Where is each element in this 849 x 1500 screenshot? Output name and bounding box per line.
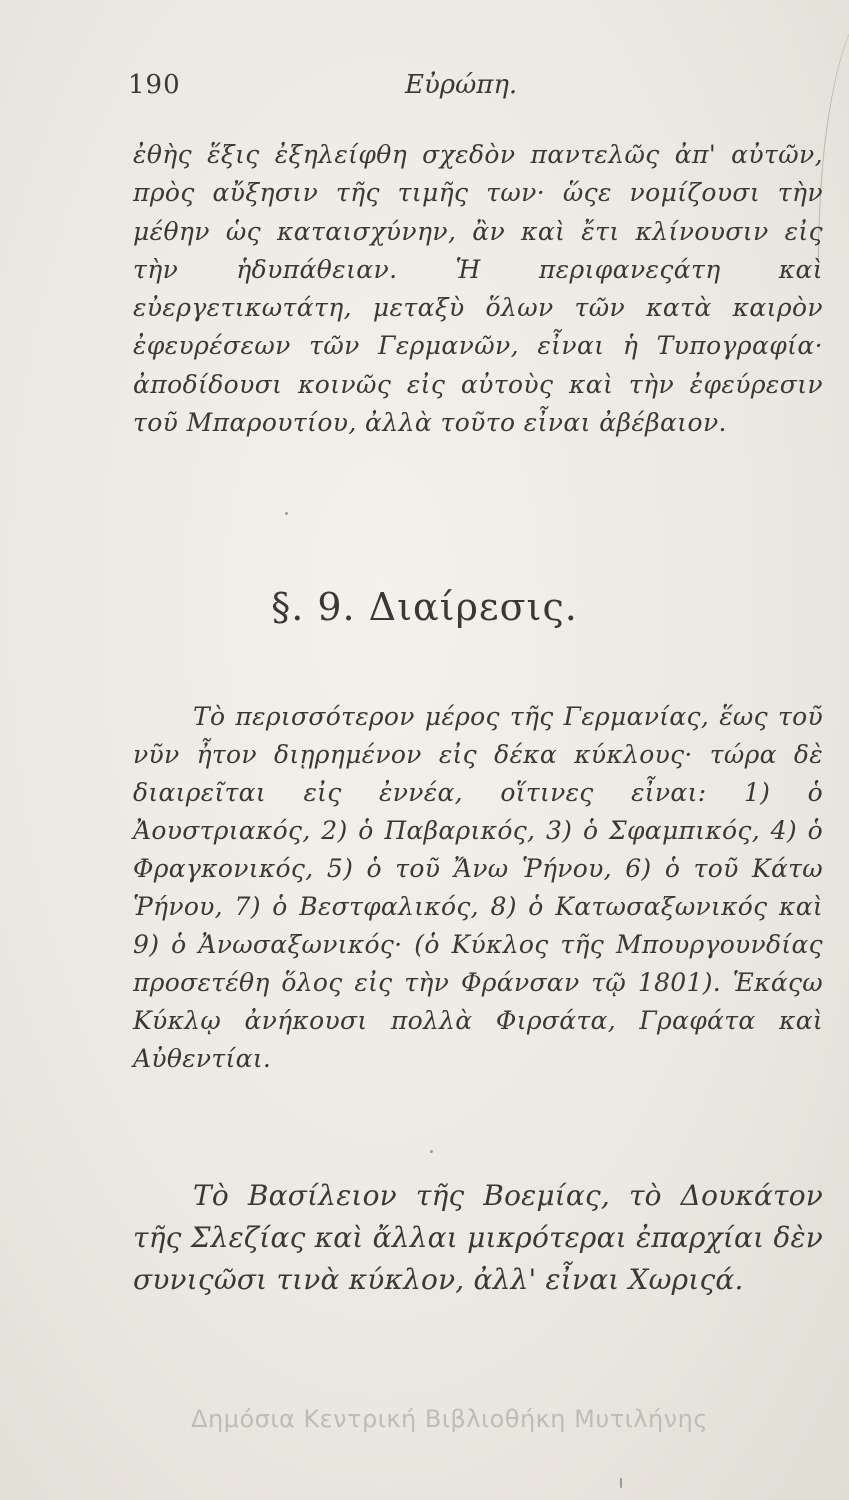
paragraph-division	[133, 698, 823, 1078]
paragraph-continued: ἐθὴς ἕξις ἐξηλείφθη σχεδὸν παντελῶς ἀπ' αὐτῶν, πρὸς αὔξησιν τῆς τιμῆς των· ὥςε νομίζουσι τὴν μέθην ὡς καταισχύνην, ἂν καὶ ἔτι κλίνουσιν εἰς τὴν ἡδυπάθειαν. Ἡ περιφανεςάτη καὶ εὐεργετικωτάτη, μεταξὺ ὅλων τῶν κατὰ καιρὸν ἐφευρέσεων τῶν Γερμανῶν, εἶναι ἡ Τυπογραφία· ἀποδίδουσι κοινῶς εἰς αὐτοὺς καὶ τὴν ἐφεύρεσιν τοῦ Μπαρουτίου, ἀλλὰ τοῦτο εἶναι ἀβέβαιον.	[133, 140, 823, 438]
paragraph-division-text: Τὸ περισσότερον μέρος τῆς Γερμανίας, ἕως τοῦ νῦν ἦτον διῃρημένον εἰς δέκα κύκλους· τώρα δὲ διαιρεῖται εἰς ἐννέα, οἵτινες εἶναι: 1) ὁ Ἀουστριακός, 2) ὁ Παβαρικός, 3) ὁ Σφαμπικός, 4) ὁ Φραγκονικός, 5) ὁ τοῦ Ἄνω Ῥήνου, 6) ὁ τοῦ Κάτω Ῥήνου, 7) ὁ Βεστφαλικός, 8) ὁ Κατωσαξωνικός καὶ 9) ὁ Ἀνωσαξωνικός· (ὁ Κύκλος τῆς Μπουργουνδίας προσετέθη ὅλος εἰς τὴν Φράνσαν τῷ 1801). Ἑκάςω Κύκλῳ ἀνήκουσι πολλὰ Φιρσάτα, Γραφάτα καὶ Αὐθεντίαι.	[133, 702, 823, 1073]
paper-speck	[285, 512, 288, 515]
library-watermark: Δημόσια Κεντρική Βιβλιοθήκη Μυτιλήνης	[191, 1405, 708, 1433]
page-header	[128, 70, 808, 110]
paragraph-bohemia-text: Τὸ Βασίλειον τῆς Βοεμίας, τὸ Δουκάτον τῆς Σλεζίας καὶ ἄλλαι μικρότεραι ἐπαρχίαι δὲν συνιςῶσι τινὰ κύκλον, ἀλλ' εἶναι Χωριςά.	[133, 1179, 823, 1296]
running-head: Εὐρώπη.	[405, 70, 518, 100]
paper-speck	[620, 1478, 622, 1488]
page-number: 190	[128, 70, 181, 100]
section-heading: §. 9. Διαίρεσις.	[271, 585, 578, 629]
paper-speck	[430, 1150, 433, 1153]
paragraph-bohemia	[133, 1175, 823, 1301]
